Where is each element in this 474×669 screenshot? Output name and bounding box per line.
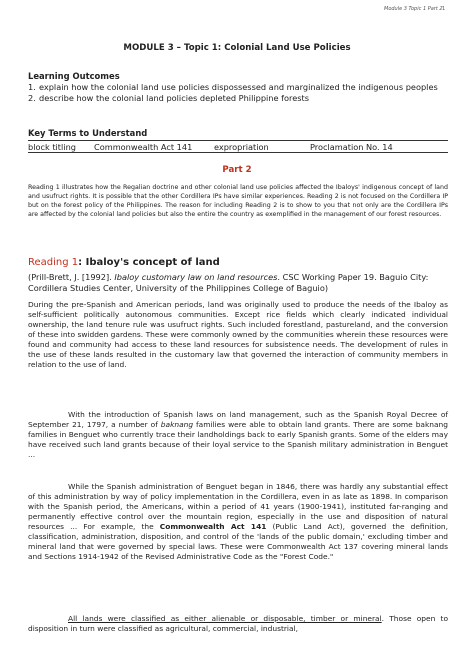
list-item-text: describe how the colonial land policies depleted Philippine forests [39,93,309,103]
key-terms-heading: Key Terms to Understand [28,128,148,138]
paragraph-1: During the pre-Spanish and American periods, land was originally used to produce the needs of the Ibaloy as self-sufficient politically autonomous communities. Except rice fields which clearly indicated individual ownership, the land tenure rule was usufruct rights. Such included forestland, pastureland, and the conversion of these into swidden gardens. These were commonly owned by the communities wherein these resources were found and community had access to these land resources for subsistence needs. The development of rules in the use of these lands resulted in the customary law that governed the interaction of community members in relation to the use of land. [28,300,448,369]
paragraph-3-b: (Public Land Act), governed the definition, classification, administration, disposition, and control of the 'lands of the public domain,' excluding timber and mineral land that were governed by special laws. These were Commonwealth Act 137 covering mineral lands and Sections 1914-1942 of the Revised Administrative Code as the "Forest Code." [28,521,448,561]
list-item-number: 1. [28,82,36,92]
citation-title: Ibaloy customary law on land resources [114,272,278,282]
paragraph-4 [28,614,448,634]
list-item [28,82,446,93]
part-label: Part 2 [222,165,252,175]
page-number: 1 [442,6,446,12]
paragraph-4-rest: . Those open to disposition in turn were classified as agricultural, commercial, industrial, [28,614,448,633]
reading-title: Ibaloy's concept of land [85,257,220,268]
intro-paragraph: Reading 1 illustrates how the Regalian doctrine and other colonial land use policies affected the Ibaloys' indigenous concept of land and usufruct rights. It is possible that the other Cordillera IPs have similar experiences. Reading 2 is not focused on the Cordillera IP but on the forest policy of the Philippines. The reason for including Reading 2 is to show to you that not only are the Cordillera IPs are affected by the colonial land policies but also the entire the country as exemplified in the management of our forest resources. [28,184,448,218]
learning-outcomes-heading: Learning Outcomes [28,71,120,81]
learning-outcomes-list [28,82,446,104]
paragraph-3 [28,482,448,562]
paragraph-2 [28,410,448,460]
key-terms-row [28,140,448,153]
reading-heading [28,257,220,268]
list-item-text: explain how the colonial land use policies dispossessed and marginalized the indigenous peoples [39,82,438,92]
list-item [28,93,446,104]
running-head: Module 3 Topic 1 Part 2 [384,6,443,12]
reading-separator: : [78,257,86,268]
paragraph-4-underline: All lands were classified as either alienable or disposable, timber or mineral [68,614,382,623]
citation-pre: (Prill-Brett, J. [1992]. [28,272,115,282]
paragraph-2-b: families were able to obtain land grants. There are some baknang families in Benguet who currently trace their landholdings back to early Spanish grants. Some of the elders may have received such land grants because of their loyal service to the Spanish military administration in Benguet ... [28,419,448,459]
paragraph-3-a: While the Spanish administration of Benguet began in 1846, there was hardly any substantial effect of this administration by way of policy implementation in the Cordillera, even in as late as 1898. In comparison with the Spanish period, the Americans, within a period of 41 years (1900-1941), instituted far-ranging and permanently effective control over the mountain region, especially in the use and disposition of natural resources ... For example, the [28,482,448,531]
key-term: Commonwealth Act 141 [94,142,193,152]
paragraph-3-bold: Commonwealth Act 141 [159,521,267,531]
key-term: block titling [28,142,76,152]
citation-post: . CSC Working Paper 19. Baguio City: Cordillera Studies Center, University of the Philippines College of Baguio) [28,272,429,293]
list-item-number: 2. [28,93,36,103]
reading-label: Reading 1 [28,257,79,268]
paragraph-2-a: With the introduction of Spanish laws on land management, such as the Spanish Royal Decree of September 21, 1797, a number of [28,410,448,429]
key-term: Proclamation No. 14 [310,142,393,152]
key-term: expropriation [214,142,269,152]
module-title: MODULE 3 – Topic 1: Colonial Land Use Policies [123,43,351,53]
reading-citation [28,272,453,293]
paragraph-2-italic: baknang [160,419,194,429]
